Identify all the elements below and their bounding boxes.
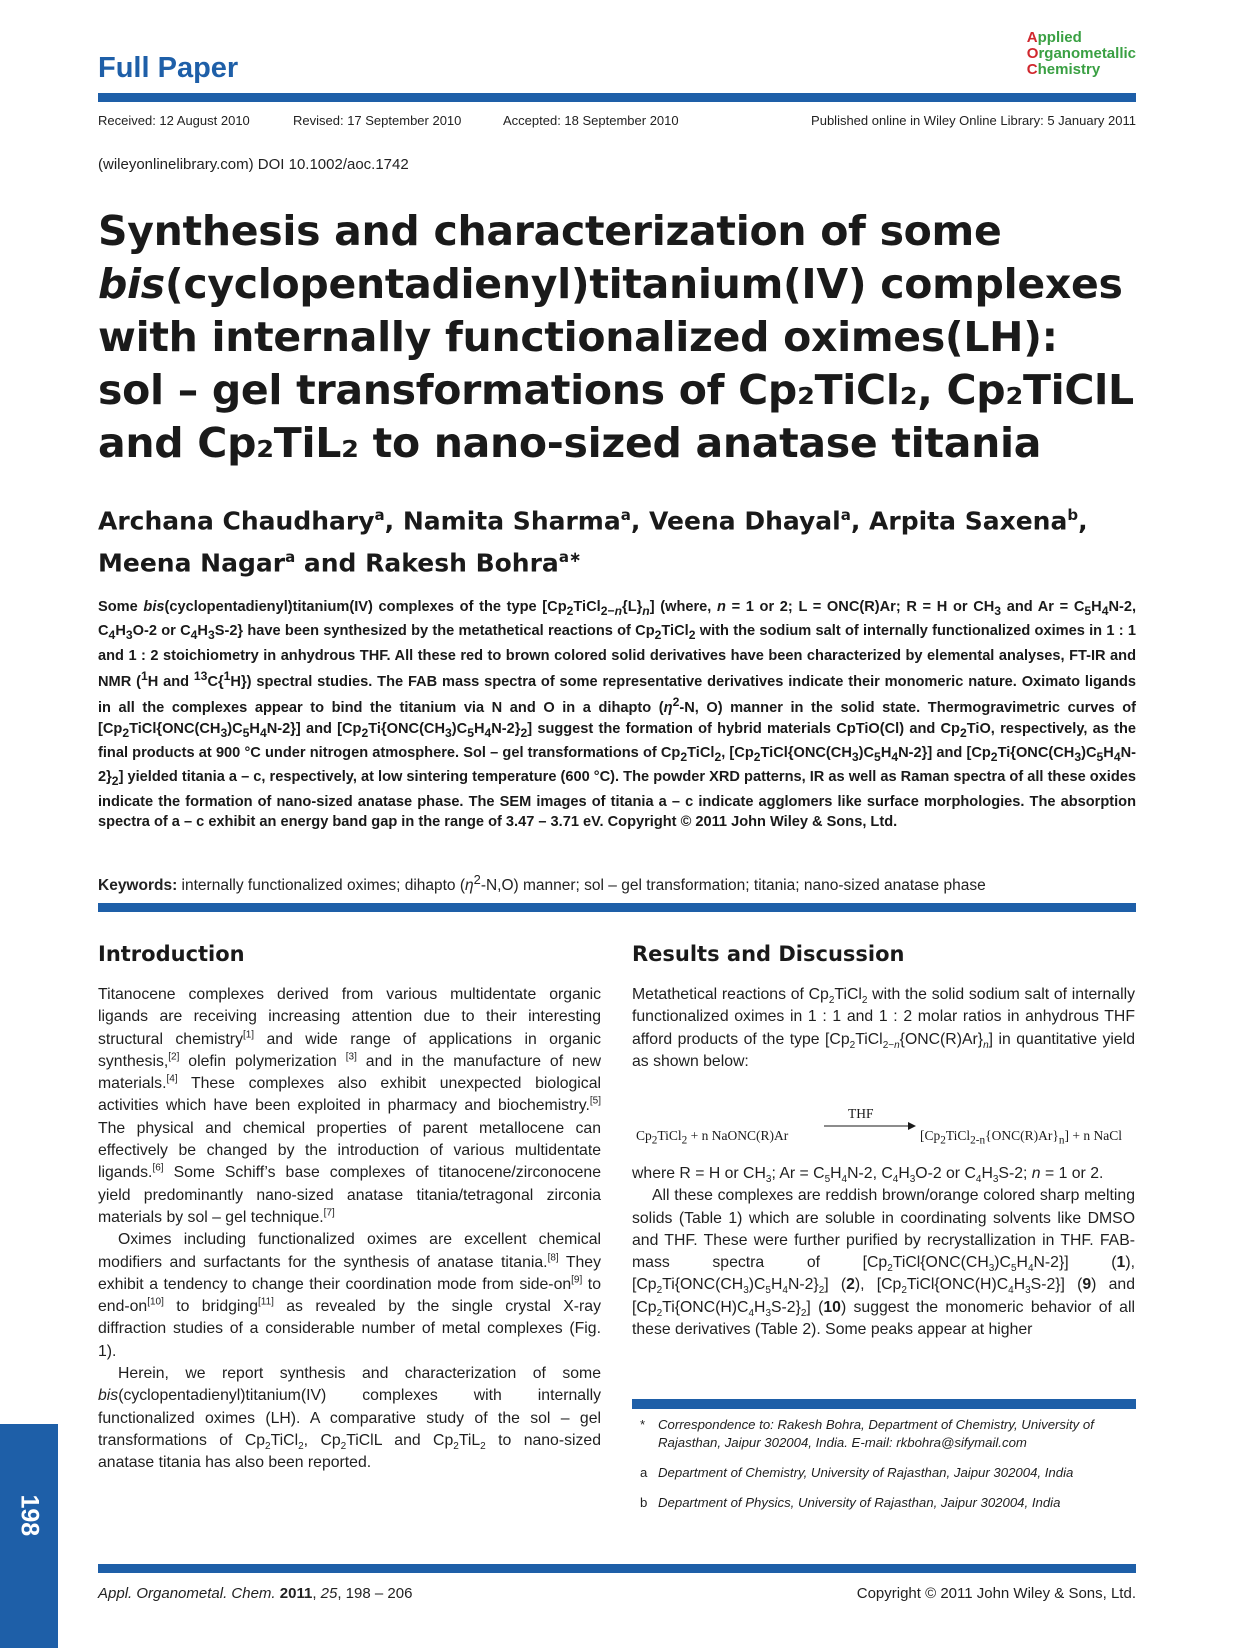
intro-paragraph-3: Herein, we report synthesis and characterization of some bis(cyclopentadienyl)titanium(IV) complexes with internally functionalized oximes (LH). A comparative study of the sol – gel transformations of $Cp_2TiCl_2$, $Cp_2TiClL$ and $Cp_2TiL_2$ to nano-sized anatase titania has also been reported. (98, 1365, 601, 1472)
revised-date: Revised: 17 September 2010 (293, 113, 462, 128)
logo-rest-1: pplied (1037, 29, 1082, 46)
abstract: Some bis(cyclopentadienyl)titanium(IV) complexes of the type $[Cp_2TiCl_{2-n}\{L\}_n]$ (where, n = 1 or 2; L = ONC(R)Ar; R = H or $CH_3$ and $Ar = C_5H_4N-2$, $C_4H_3O-2$ or $C_4H_3S-2$} have been synthesized by the metathetical reactions of $Cp_2TiCl_2$ with the sodium salt of internally functionalized oximes in 1 : 1 and 1 : 2 stoichiometry in anhydrous THF. All these red to brown colored solid derivatives have been characterized by elemental analyses, FT-IR and NMR ($^1$H and $^{13}$C{$^1$H}) spectral studies. The FAB mass spectra of some representative derivatives indicate their monomeric nature. Oximato ligands in all the complexes appear to bind the titanium via N and O in a dihapto ($\eta^2-N$, O) manner in the solid state. Thermogravimetric curves of $[Cp_2TiCl\{ONC(CH_3)C_5H_4N-2\}]$ and $[Cp_2Ti\{ONC(CH_3)C_5H_4N-2\}_2]$ suggest the formation of hybrid materials CpTiO(Cl) and $Cp_2TiO$, respectively, as the final products at 900 °C under nitrogen atmosphere. Sol – gel transformations of $Cp_2TiCl_2$, $[Cp_2TiCl\{ONC(CH_3)C_5H_4N-2\}]$ and $[Cp_2Ti\{ONC(CH_3)C_5H_4N-2\}_2]$ yielded titania a – c, respectively, at low sintering temperature (600 °C). The powder XRD patterns, IR as well as Raman spectra of all these oxides indicate the formation of nano-sized anatase phase. The SEM images of titania a – c indicate agglomers like surface morphologies. The absorption spectra of a – c exhibit an energy band gap in the range of 3.47 – 3.71 eV. Copyright © 2011 John Wiley & Sons, Ltd. (98, 599, 1137, 830)
title-line-1: Synthesis and characterization of some (98, 207, 1002, 255)
doi-line: (wileyonlinelibrary.com) DOI 10.1002/aoc.1742 (98, 156, 409, 173)
footer-rule (98, 1564, 1136, 1573)
received-date: Received: 12 August 2010 (98, 113, 250, 128)
logo-initial: C (1026, 61, 1038, 78)
results-paragraph-3: All these complexes are reddish brown/orange colored sharp melting solids (Table 1) which are soluble in coordinating solvents like DMSO and THF. These were further purified by recrystallization in THF. FAB-mass spectra of $[Cp_2TiCl\{ONC(CH_3)C_5H_4N-2\}]$ (1), $[Cp_2Ti\{ONC(CH_3)C_5H_4N-2\}_2]$ (2), $[Cp_2TiCl\{ONC(H)C_4H_3S-2\}]$ (9) and $[Cp_2Ti\{ONC(H)C_4H_3S-2\}_2]$ (10) suggest the monomeric behavior of all these derivatives (Table 2). Some peaks appear at higher (632, 1187, 1135, 1339)
journal-logo-line (1027, 46, 1136, 62)
introduction-heading: Introduction (98, 942, 245, 966)
footnote-correspondence: * Correspondence to: Rakesh Bohra, Department of Chemistry, University of Rajasthan, Jaipur 302004, India. E-mail: rkbohra@sifymail.com (640, 1417, 1094, 1450)
reaction-arrow-icon (824, 1120, 916, 1132)
scheme-products: $[Cp_2TiCl_{2-n}\{ONC(R)Ar\}_n] + n$ NaCl (920, 1128, 1122, 1147)
journal-logo (1027, 30, 1136, 78)
introduction-text (98, 984, 601, 1475)
keywords (98, 872, 1158, 895)
logo-rest-3: hemistry (1037, 61, 1101, 78)
footnote-affiliation-a: a Department of Chemistry, University of Rajasthan, Jaipur 302004, India (640, 1465, 1074, 1480)
article-type-label: Full Paper (98, 52, 239, 84)
title-line-5: and Cp₂TiL₂ to nano-sized anatase titania (98, 419, 1042, 467)
title-line-2: bis(cyclopentadienyl)titanium(IV) complexes (98, 260, 1123, 308)
journal-logo-line (1027, 62, 1136, 78)
authors-line-2: Meena Nagar$^a$ and Rakesh Bohra$^{a∗}$ (98, 548, 582, 578)
authors-line-1: Archana Chaudhary$^a$, Namita Sharma$^a$, Veena Dhayal$^a$, Arpita Saxena$^b$, (98, 506, 1088, 536)
results-paragraph-1: Metathetical reactions of $Cp_2TiCl_2$ with the solid sodium salt of internally functionalized oximes in 1 : 1 and 1 : 2 molar ratios in anhydrous THF afford products of the type $[Cp_2TiCl_{2-n}\{ONC(R)Ar\}_n]$ in quantitative yield as shown below: (632, 986, 1136, 1070)
logo-initial: O (1026, 45, 1039, 62)
keywords-label: Keywords: (98, 877, 178, 895)
article-title (98, 205, 1148, 470)
header-rule (98, 93, 1136, 102)
results-heading: Results and Discussion (632, 942, 905, 966)
keywords-text: internally functionalized oximes; dihapto $(\eta^2-N,O)$ manner; sol – gel transformation; titania; nano-sized anatase phase (177, 872, 986, 895)
results-text-continued (632, 1163, 1135, 1341)
logo-rest-2: rganometallic (1038, 45, 1136, 62)
results-paragraph-2: where R = H or $CH_3$; $Ar = C_5H_4N-2$, $C_4H_3O-2$ or $C_4H_3S-2$; n = 1 or 2. (632, 1165, 1104, 1186)
reaction-scheme (636, 1106, 1136, 1150)
results-text (632, 984, 1135, 1073)
page-number: 198 (15, 1494, 44, 1537)
intro-paragraph-2: Oximes including functionalized oximes are excellent chemical modifiers and surfactants for the synthesis of anatase titania.[8] They exhibit a tendency to change their coordination mode from side-on[9] to end-on[10] to bridging[11] as revealed by the single crystal X-ray diffraction studies of a considerable number of metal complexes (Fig. 1). (98, 1231, 601, 1360)
footnote-affiliation-b: b Department of Physics, University of Rajasthan, Jaipur 302004, India (640, 1495, 1061, 1510)
author-list (98, 497, 1148, 582)
title-line-4: sol – gel transformations of Cp₂TiCl₂, Cp₂TiClL (98, 366, 1134, 414)
footnotes (640, 1416, 1140, 1524)
footnote-rule (632, 1399, 1136, 1409)
section-rule (98, 903, 1136, 912)
journal-logo-line (1027, 30, 1136, 46)
scheme-reactants: $Cp_2TiCl_2 + n$ NaONC(R)Ar (636, 1128, 789, 1147)
logo-initial: A (1026, 29, 1038, 46)
published-date: Published online in Wiley Online Library: 5 January 2011 (811, 113, 1136, 128)
journal-citation: Appl. Organometal. Chem. 2011, 25, 198 – 206 (98, 1585, 413, 1602)
copyright-notice: Copyright © 2011 John Wiley & Sons, Ltd. (856, 1585, 1136, 1602)
accepted-date: Accepted: 18 September 2010 (503, 113, 679, 128)
intro-paragraph-1: Titanocene complexes derived from various multidentate organic ligands are receiving increasing attention due to their interesting structural chemistry[1] and wide range of applications in organic synthesis,[2] olefin polymerization [3] and in the manufacture of new materials.[4] These complexes also exhibit unexpected biological activities which have been exploited in pharmacy and biochemistry.[5] The physical and chemical properties of parent metallocene can effectively be changed by the introduction of various multidentate ligands.[6] Some Schiff’s base complexes of titanocene/zirconocene yield predominantly nano-sized anatase titania/tetragonal zirconia materials by sol – gel technique.[7] (98, 986, 601, 1226)
title-line-3: with internally functionalized oximes(LH): (98, 313, 1058, 361)
scheme-condition: THF (848, 1106, 874, 1121)
title-italic-bis: bis (98, 260, 165, 308)
